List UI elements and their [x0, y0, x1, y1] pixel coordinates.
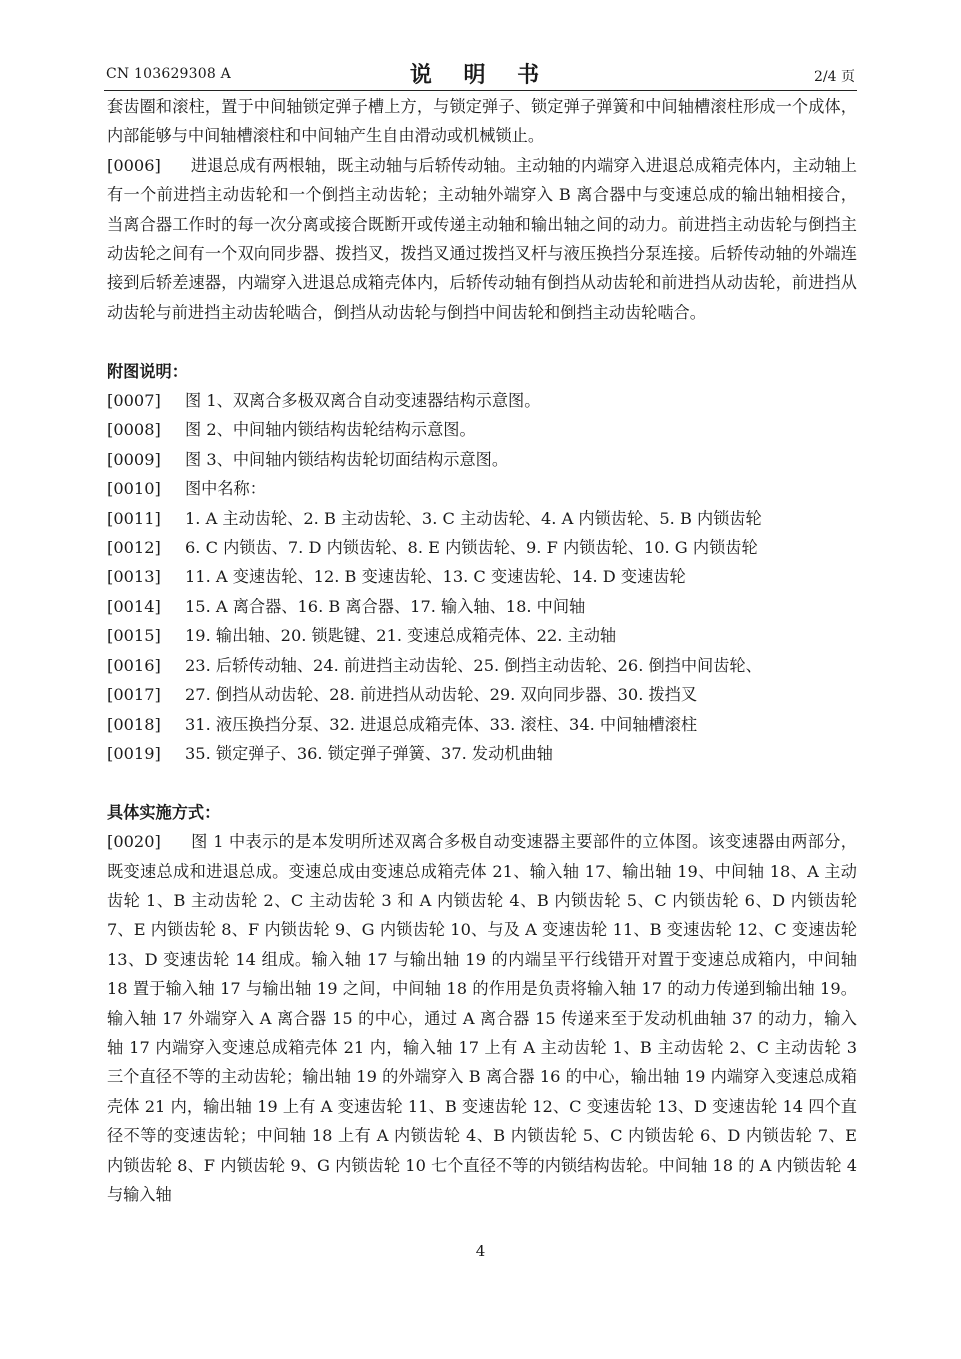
figures-heading: 附图说明： — [107, 361, 188, 381]
list-item: [0018] 31. 液压换挡分泵、32. 进退总成箱壳体、33. 滚柱、34. 中间轴槽滚柱 — [107, 714, 698, 734]
patent-number: CN 103629308 A — [106, 66, 231, 82]
paragraph-text: 进退总成有两根轴，既主动轴与后轿传动轴。主动轴的内端穿入进退总成箱壳体内，主动轴上有一个前进挡主动齿轮和一个倒挡主动齿轮；主动轴外端穿入 B 离合器中与变速总成的输出轴相接合，当离合器工作时的每一次分离或接合既断开或传递主动轴和输出轴之间的动力。前进挡主动齿轮与倒挡主动齿轮之间有一个双向同步器、拨挡叉，拨挡叉通过拨挡叉杆与液压换挡分泵连接。后轿传动轴的外端连接到后轿差速器，内端穿入进退总成箱壳体内，后轿传动轴有倒挡从动齿轮和前进挡从动齿轮，前进挡从动齿轮与前进挡主动齿轮啮合，倒挡从动齿轮与倒挡中间齿轮和倒挡主动齿轮啮合。 — [107, 155, 857, 322]
spacer — [107, 327, 857, 356]
list-item: [0013] 11. A 变速齿轮、12. B 变速齿轮、13. C 变速齿轮、14. D 变速齿轮 — [107, 567, 686, 587]
embodiment-heading: 具体实施方式： — [107, 802, 221, 822]
figures-list — [107, 386, 857, 768]
spacer — [107, 768, 857, 797]
page-indicator: 2/4 页 — [814, 69, 855, 85]
page-number: 4 — [475, 1242, 486, 1260]
list-item: [0007] 图 1、双离合多极双离合自动变速器结构示意图。 — [107, 391, 541, 411]
paragraph-number: [0006] — [107, 155, 161, 175]
document-body — [107, 92, 857, 1209]
document-title: 说 明 书 — [409, 62, 552, 88]
list-item: [0009] 图 3、中间轴内锁结构齿轮切面结构示意图。 — [107, 449, 509, 469]
page-header — [104, 54, 857, 91]
paragraph-0020 — [107, 827, 857, 1209]
paragraph-text: 图 1 中表示的是本发明所述双离合多极自动变速器主要部件的立体图。该变速器由两部分，既变速总成和进退总成。变速总成由变速总成箱壳体 21、输入轴 17、输出轴 19、中间轴 18、A 主动齿轮 1、B 主动齿轮 2、C 主动齿轮 3 和 A 内锁齿轮 4、B 内锁齿轮 5、C 内锁齿轮 6、D 内锁齿轮 7、E 内锁齿轮 8、F 内锁齿轮 9、G 内锁齿轮 10、与及 A 变速齿轮 11、B 变速齿轮 12、C 变速齿轮 13、D 变速齿轮 14 组成。输入轴 17 与输出轴 19 的内端呈平行线错开对置于变速总成箱内，中间轴 18 置于输入轴 17 与输出轴 19 之间，中间轴 18 的作用是负责将输入轴 17 的动力传递到输出轴 19。输入轴 17 外端穿入 A 离合器 15 的中心，通过 A 离合器 15 传递来至于发动机曲轴 37 的动力，输入轴 17 内端穿入变速总成箱壳体 21 内，输入轴 17 上有 A 主动齿轮 1、B 主动齿轮 2、C 主动齿轮 3 三个直径不等的主动齿轮；输出轴 19 的外端穿入 B 离合器 16 的中心，输出轴 19 内端穿入变速总成箱壳体 21 内，输出轴 19 上有 A 变速齿轮 11、B 变速齿轮 12、C 变速齿轮 13、D 变速齿轮 14 四个直径不等的变速齿轮；中间轴 18 上有 A 内锁齿轮 4、B 内锁齿轮 5、C 内锁齿轮 6、D 内锁齿轮 7、E 内锁齿轮 8、F 内锁齿轮 9、G 内锁齿轮 10 七个直径不等的内锁结构齿轮。中间轴 18 的 A 内锁齿轮 4 与输入轴 — [107, 832, 857, 1204]
list-item: [0019] 35. 锁定弹子、36. 锁定弹子弹簧、37. 发动机曲轴 — [107, 743, 553, 763]
list-item: [0016] 23. 后轿传动轴、24. 前进挡主动齿轮、25. 倒挡主动齿轮、26. 倒挡中间齿轮、 — [107, 655, 762, 675]
paragraph-0006 — [107, 151, 857, 327]
list-item: [0014] 15. A 离合器、16. B 离合器、17. 输入轴、18. 中间轴 — [107, 596, 586, 616]
list-item: [0012] 6. C 内锁齿、7. D 内锁齿轮、8. E 内锁齿轮、9. F 内锁齿轮、10. G 内锁齿轮 — [107, 538, 758, 558]
list-item: [0008] 图 2、中间轴内锁结构齿轮结构示意图。 — [107, 420, 476, 440]
list-item: [0017] 27. 倒挡从动齿轮、28. 前进挡从动齿轮、29. 双向同步器、30. 拨挡叉 — [107, 685, 698, 705]
list-item: [0015] 19. 输出轴、20. 锁匙键、21. 变速总成箱壳体、22. 主动轴 — [107, 626, 617, 646]
list-item: [0011] 1. A 主动齿轮、2. B 主动齿轮、3. C 主动齿轮、4. A 内锁齿轮、5. B 内锁齿轮 — [107, 508, 762, 528]
paragraph-number: [0020] — [107, 832, 161, 852]
list-item: [0010] 图中名称： — [107, 479, 266, 499]
continuation-paragraph: 套齿圈和滚柱，置于中间轴锁定弹子槽上方，与锁定弹子、锁定弹子弹簧和中间轴槽滚柱形成一个成体，内部能够与中间轴槽滚柱和中间轴产生自由滑动或机械锁止。 — [107, 97, 857, 146]
